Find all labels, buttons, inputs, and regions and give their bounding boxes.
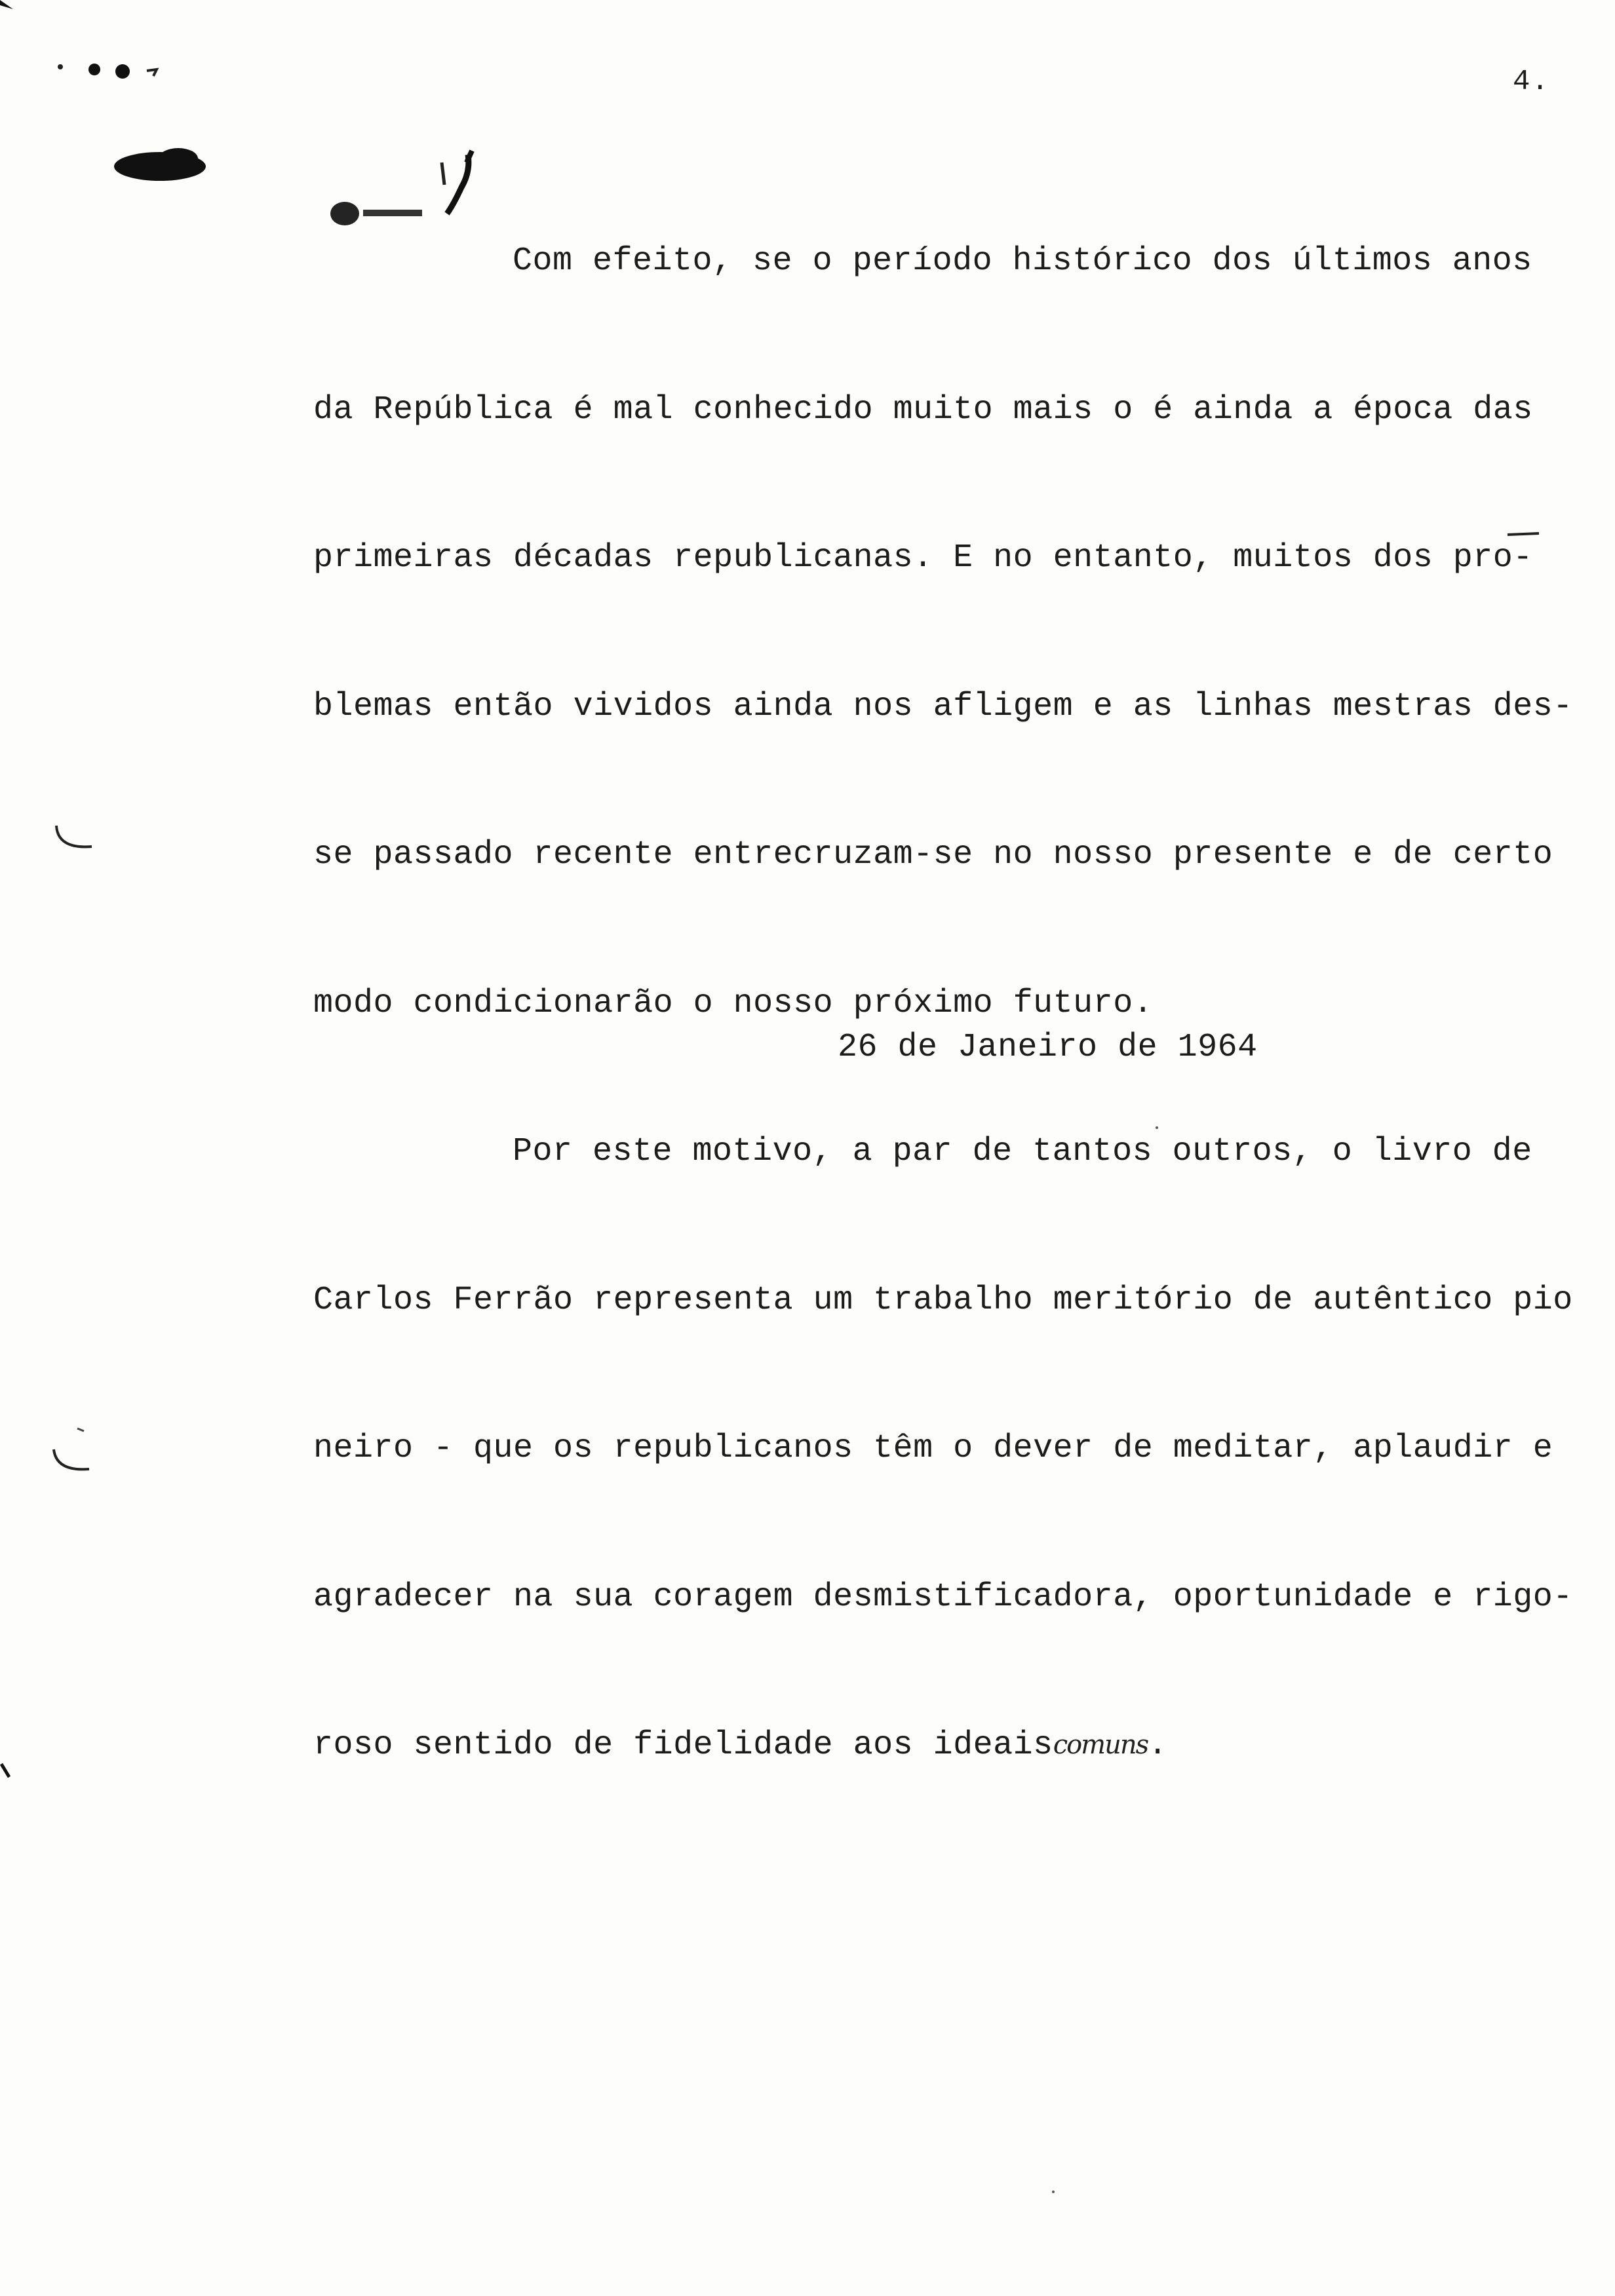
paragraph-1-line-2: da República é mal conhecido muito mais o é ainda a época das	[313, 391, 1533, 429]
document-date: 26 de Janeiro de 1964	[838, 1029, 1258, 1066]
paragraph-1-line-6: modo condicionarão o nosso próximo futuro.	[313, 984, 1154, 1022]
closing-period: .	[1148, 1727, 1168, 1764]
paragraph-1-line-3: primeiras décadas republicanas. E no entanto, muitos dos pro-	[313, 539, 1533, 577]
ink-blot-mark	[113, 145, 210, 186]
handwritten-insert: comuns	[1053, 1730, 1148, 1760]
corner-fold-mark	[0, 0, 26, 13]
page-number: 4.	[1513, 66, 1550, 98]
paragraph-2-line-3: neiro - que os republicanos têm o dever de meditar, aplaudir e	[313, 1430, 1553, 1467]
scan-dots-mark	[55, 60, 166, 86]
margin-tick-mark	[0, 1763, 13, 1782]
paragraph-1-line-1: Com efeito, se o período histórico dos últimos anos	[513, 242, 1532, 280]
margin-bracket-mark	[52, 823, 98, 856]
paragraph-2-line-2: Carlos Ferrão representa um trabalho meritório de autêntico pio	[313, 1281, 1573, 1319]
paragraph-2-line-1: Por este motivo, a par de tantos outros, o livro de	[513, 1133, 1532, 1170]
paragraph-2-line-5-text: roso sentido de fidelidade aos ideais	[313, 1727, 1053, 1764]
paragraph-2-line-5	[313, 1721, 1585, 1770]
paragraph-2-line-4: agradecer na sua coragem desmistificadora, oportunidade e rigo-	[313, 1578, 1573, 1616]
margin-bracket-mark	[49, 1426, 101, 1478]
paragraph-1-line-4: blemas então vividos ainda nos afligem e as linhas mestras des-	[313, 687, 1573, 725]
paragraph-1-line-5: se passado recente entrecruzam-se no nosso presente e de certo	[313, 836, 1553, 873]
body-text	[313, 138, 1585, 1869]
speck-mark	[1050, 2189, 1057, 2195]
